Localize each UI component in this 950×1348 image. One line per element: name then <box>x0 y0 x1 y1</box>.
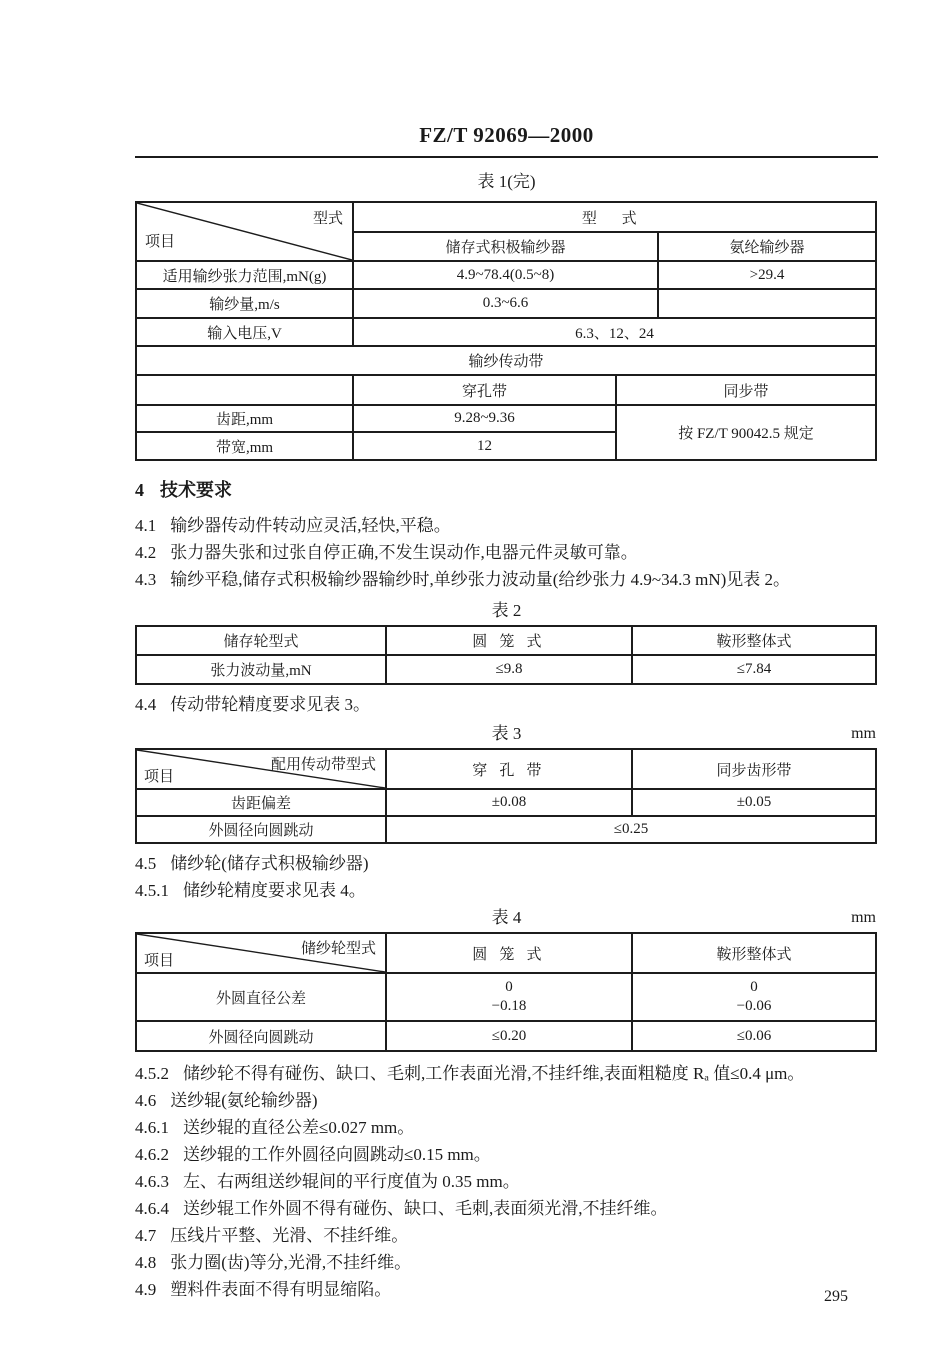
clause-4-1 <box>135 512 878 539</box>
clause-4-5 <box>135 850 878 877</box>
clause-number: 4.6.4 <box>135 1199 169 1218</box>
section-number: 4 <box>135 480 144 500</box>
clause-4-3 <box>135 566 878 593</box>
section-title: 技术要求 <box>160 480 232 500</box>
table4-tolerance-cell <box>386 973 632 1021</box>
table2-cell-value: ≤7.84 <box>632 655 876 684</box>
table-row <box>136 789 876 816</box>
clause-text: 塑料件表面不得有明显缩陷。 <box>170 1280 392 1299</box>
tolerance-lower: −0.06 <box>736 998 772 1014</box>
clause-text: 左、右两组送纱辊间的平行度值为 0.35 mm。 <box>183 1172 520 1191</box>
clause-number: 4.6 <box>135 1091 157 1110</box>
table4-row-label: 外圆直径公差 <box>136 973 386 1021</box>
table-row <box>136 202 876 232</box>
clause-text: 张力器失张和过张自停正确,不发生误动作,电器元件灵敏可靠。 <box>170 543 638 562</box>
clause-4-5-1 <box>135 877 878 904</box>
table-row <box>136 1021 876 1051</box>
table4-diag-top-label: 储纱轮型式 <box>300 941 376 957</box>
table4-header-saddle-type: 鞍形整体式 <box>632 933 876 973</box>
clause-4-2 <box>135 539 878 566</box>
table4 <box>135 932 877 1052</box>
section-4-heading <box>135 477 878 503</box>
table1-cell-value: 9.28~9.36 <box>353 405 616 432</box>
table4-diagonal-header-cell <box>136 933 386 973</box>
table1 <box>135 201 877 461</box>
table3-header-synchronous-toothed-belt: 同步齿形带 <box>632 749 876 789</box>
table2-header-cage-type: 圆 笼 式 <box>386 626 632 655</box>
table3-title: 表 3 <box>491 724 522 743</box>
clause-4-6-1 <box>135 1114 878 1141</box>
tolerance-upper: 0 <box>505 979 513 995</box>
table-row <box>136 375 876 405</box>
clause-4-6-4 <box>135 1195 878 1222</box>
table4-title: 表 4 <box>491 908 522 927</box>
table1-row-label: 输入电压,V <box>136 318 353 346</box>
clause-text: 送纱辊的工作外圆径向圆跳动≤0.15 mm。 <box>183 1145 491 1164</box>
table3-cell-value: ±0.05 <box>632 789 876 816</box>
header-rule <box>135 156 878 158</box>
table1-row-label: 输纱量,m/s <box>136 289 353 318</box>
clause-number: 4.5 <box>135 854 157 873</box>
table3-row-label: 齿距偏差 <box>136 789 386 816</box>
clause-number: 4.6.1 <box>135 1118 169 1137</box>
table1-cell-value: >29.4 <box>658 261 876 289</box>
table3-cell-value: ±0.08 <box>386 789 632 816</box>
clause-number: 4.5.1 <box>135 881 169 900</box>
table2-title: 表 2 <box>491 601 522 620</box>
table4-cell-value: ≤0.06 <box>632 1021 876 1051</box>
clause-text: 储纱轮不得有碰伤、缺口、毛刺,工作表面光滑,不挂纤维,表面粗糙度 Rₐ 值≤0.4 μm。 <box>183 1064 805 1083</box>
table3-title-row <box>135 722 878 746</box>
table1-band-col-header-synchronous: 同步带 <box>616 375 876 405</box>
table4-tolerance-cell <box>632 973 876 1021</box>
clause-number: 4.3 <box>135 570 157 589</box>
clause-text: 输纱器传动件转动应灵活,轻快,平稳。 <box>170 516 451 535</box>
table2-header-wheel-type: 储存轮型式 <box>136 626 386 655</box>
clause-number: 4.9 <box>135 1280 157 1299</box>
table-row <box>136 261 876 289</box>
table1-band-section-title: 输纱传动带 <box>136 346 876 375</box>
clause-text: 送纱辊(氨纶输纱器) <box>170 1091 318 1110</box>
table3-unit: mm <box>851 725 876 742</box>
clause-4-7 <box>135 1222 878 1249</box>
table4-row-label: 外圆径向圆跳动 <box>136 1021 386 1051</box>
table-row <box>136 655 876 684</box>
clause-text: 储纱轮(储存式积极输纱器) <box>170 854 369 873</box>
table4-unit: mm <box>851 909 876 926</box>
table1-band-empty-cell <box>136 375 353 405</box>
clause-4-6-2 <box>135 1141 878 1168</box>
table1-diag-top-label: 型式 <box>312 211 343 227</box>
clause-text: 送纱辊的直径公差≤0.027 mm。 <box>183 1118 415 1137</box>
table-row <box>136 405 876 432</box>
table1-cell-value: 0.3~6.6 <box>353 289 658 318</box>
table-row <box>136 973 876 1021</box>
table1-cell-value: 12 <box>353 432 616 460</box>
table1-empty-cell <box>658 289 876 318</box>
clause-text: 压线片平整、光滑、不挂纤维。 <box>170 1226 409 1245</box>
table1-col-header-storage-feeder: 储存式积极输纱器 <box>353 232 658 261</box>
table3-header-perforated-belt: 穿 孔 带 <box>386 749 632 789</box>
clause-number: 4.5.2 <box>135 1064 169 1083</box>
clause-4-6-3 <box>135 1168 878 1195</box>
table3-diagonal-header-cell <box>136 749 386 789</box>
table1-col-header-spandex-feeder: 氨纶输纱器 <box>658 232 876 261</box>
table3-row-label: 外圆径向圆跳动 <box>136 816 386 843</box>
table1-merged-note-cell: 按 FZ/T 90042.5 规定 <box>616 405 876 460</box>
table1-title: 表 1(完) <box>477 172 536 191</box>
table1-band-col-header-perforated: 穿孔带 <box>353 375 616 405</box>
table2 <box>135 625 877 685</box>
clause-4-4 <box>135 691 878 718</box>
table2-row-label: 张力波动量,mN <box>136 655 386 684</box>
table-row <box>136 346 876 375</box>
table3-diag-top-label: 配用传动带型式 <box>270 757 376 773</box>
table-row <box>136 289 876 318</box>
clause-text: 送纱辊工作外圆不得有碰伤、缺口、毛刺,表面须光滑,不挂纤维。 <box>183 1199 668 1218</box>
clause-text: 储纱轮精度要求见表 4。 <box>183 881 366 900</box>
clause-number: 4.6.2 <box>135 1145 169 1164</box>
table4-header-cage-type: 圆 笼 式 <box>386 933 632 973</box>
table-row <box>136 933 876 973</box>
clause-number: 4.1 <box>135 516 157 535</box>
clause-4-8 <box>135 1249 878 1276</box>
table3-cell-value: ≤0.25 <box>386 816 876 843</box>
table3-diag-bottom-label: 项目 <box>144 769 175 785</box>
table2-header-saddle-type: 鞍形整体式 <box>632 626 876 655</box>
table1-row-label: 齿距,mm <box>136 405 353 432</box>
clause-number: 4.6.3 <box>135 1172 169 1191</box>
clause-text: 张力圈(齿)等分,光滑,不挂纤维。 <box>170 1253 412 1272</box>
table-row <box>136 318 876 346</box>
table1-diag-bottom-label: 项目 <box>145 234 176 250</box>
table1-row-label: 适用输纱张力范围,mN(g) <box>136 261 353 289</box>
clause-text: 输纱平稳,储存式积极输纱器输纱时,单纱张力波动量(给纱张力 4.9~34.3 mN)见表 2。 <box>170 570 791 589</box>
tolerance-lower: −0.18 <box>491 998 527 1014</box>
clause-text: 传动带轮精度要求见表 3。 <box>170 695 370 714</box>
table1-row-label: 带宽,mm <box>136 432 353 460</box>
table4-title-row <box>135 906 878 930</box>
clause-number: 4.2 <box>135 543 157 562</box>
clause-4-6 <box>135 1087 878 1114</box>
clause-number: 4.4 <box>135 695 157 714</box>
clause-4-9 <box>135 1276 878 1303</box>
table1-diagonal-header-cell <box>136 202 353 261</box>
table-row <box>136 816 876 843</box>
table4-diag-bottom-label: 项目 <box>144 953 175 969</box>
table1-cell-value: 6.3、12、24 <box>353 318 876 346</box>
table-row <box>136 749 876 789</box>
table2-cell-value: ≤9.8 <box>386 655 632 684</box>
clause-number: 4.7 <box>135 1226 157 1245</box>
table1-cell-value: 4.9~78.4(0.5~8) <box>353 261 658 289</box>
table4-cell-value: ≤0.20 <box>386 1021 632 1051</box>
table-row <box>136 626 876 655</box>
table3 <box>135 748 877 844</box>
clause-4-5-2 <box>135 1060 878 1087</box>
table1-type-header: 型 式 <box>353 202 876 232</box>
doc-number: FZ/T 92069—2000 <box>419 123 594 147</box>
tolerance-upper: 0 <box>750 979 758 995</box>
page-number: 295 <box>824 1288 848 1305</box>
clause-number: 4.8 <box>135 1253 157 1272</box>
